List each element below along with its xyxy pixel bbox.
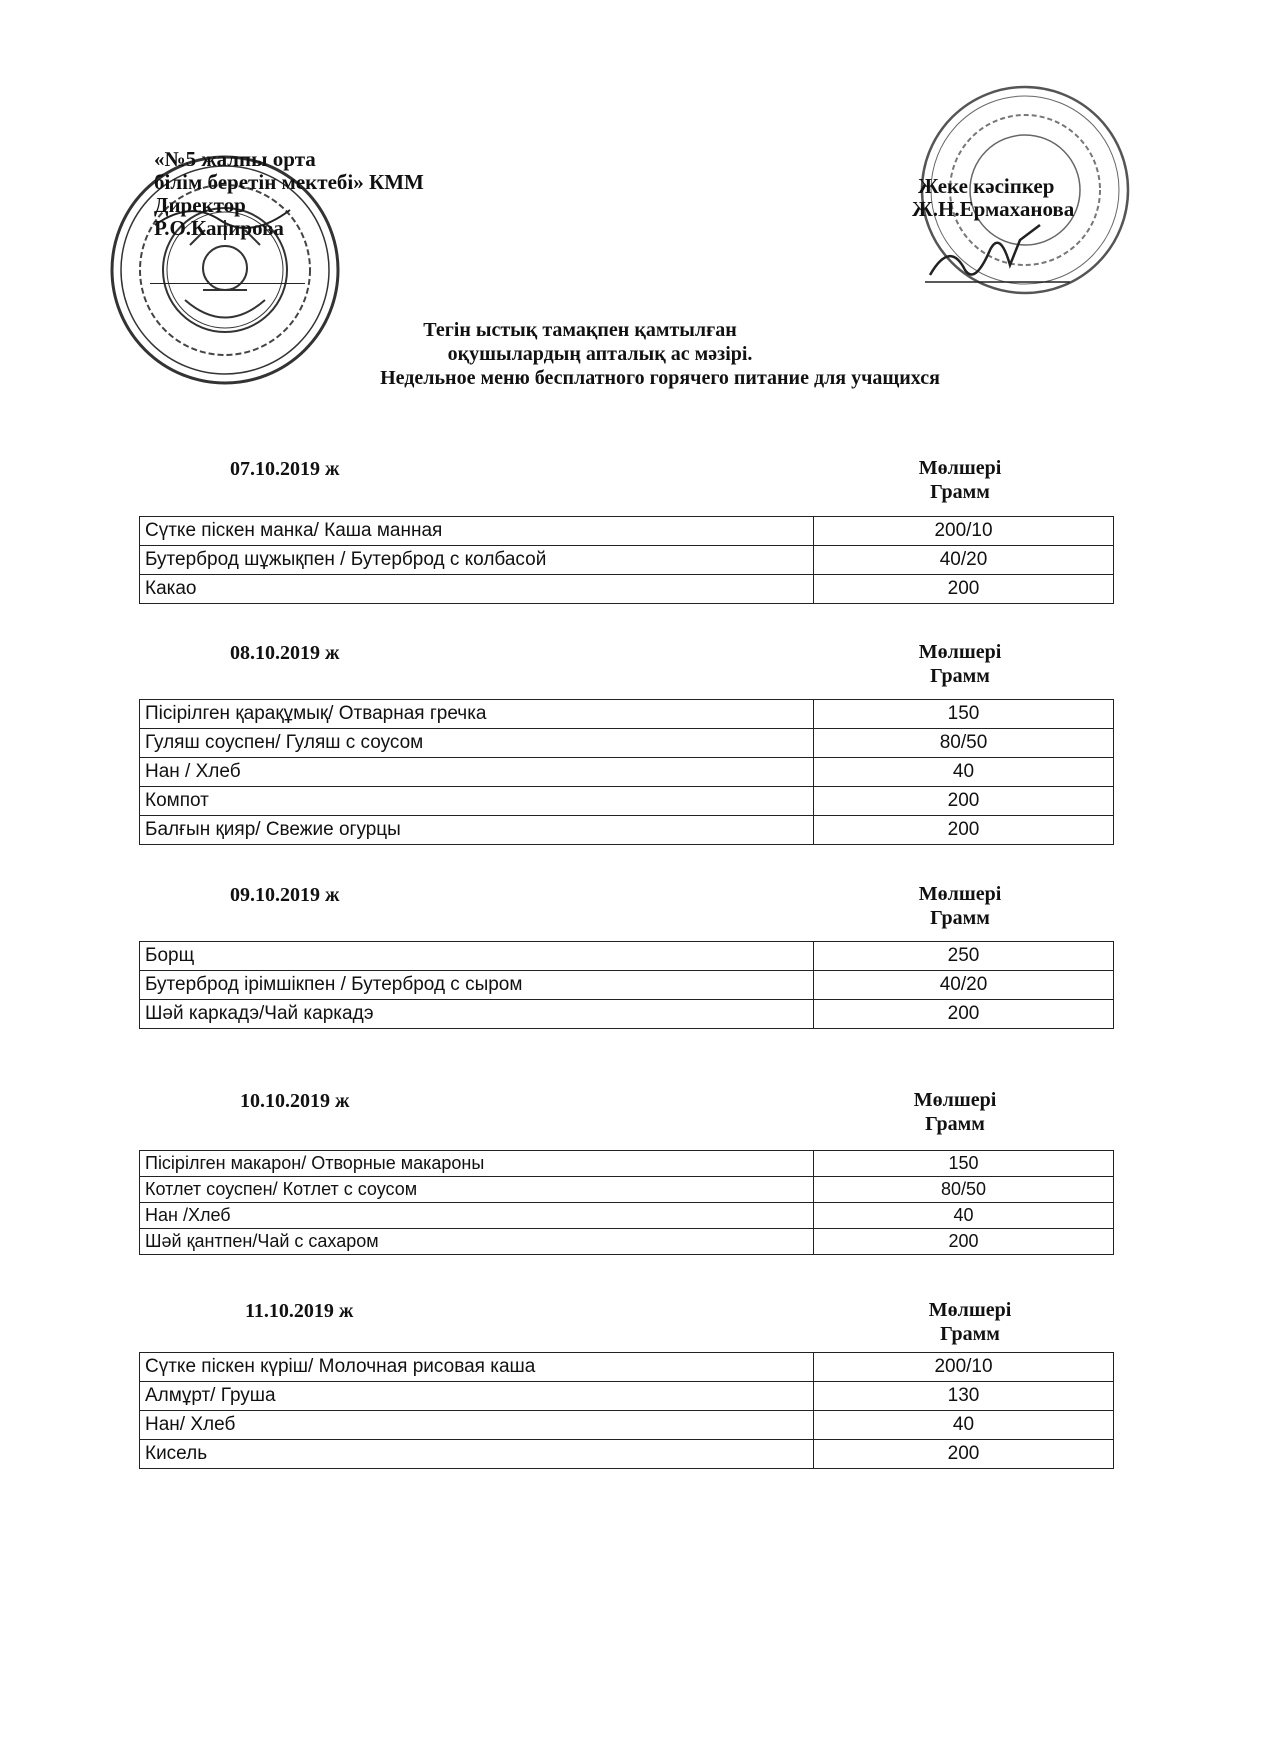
title-line2: оқушылардың апталық ас мәзірі.	[447, 343, 753, 365]
table-row	[140, 816, 1114, 845]
quantity-label: Мөлшері	[918, 641, 1002, 663]
signature-line-left	[150, 283, 305, 284]
dish-name: Нан / Хлеб	[140, 758, 814, 787]
dish-amount: 80/50	[814, 1177, 1114, 1203]
menu-date: 08.10.2019 ж	[230, 642, 340, 664]
table-row	[140, 546, 1114, 575]
dish-name: Компот	[140, 787, 814, 816]
title-line3: Недельное меню бесплатного горячего питание для учащихся	[380, 367, 940, 389]
dish-name: Бутерброд шұжықпен / Бутерброд с колбасой	[140, 546, 814, 575]
dish-amount: 200	[814, 575, 1114, 604]
dish-amount: 40	[814, 1203, 1114, 1229]
dish-amount: 200/10	[814, 1353, 1114, 1382]
unit-label: Грамм	[940, 1323, 1000, 1345]
dish-name: Шәй қантпен/Чай с сахаром	[140, 1229, 814, 1255]
dish-amount: 200/10	[814, 517, 1114, 546]
table-row	[140, 942, 1114, 971]
menu-date: 11.10.2019 ж	[245, 1300, 354, 1322]
entrepreneur-title: Жеке кәсіпкер	[918, 174, 1055, 198]
quantity-label: Мөлшері	[918, 457, 1002, 479]
quantity-header	[900, 640, 1020, 688]
menu-table	[139, 941, 1114, 1029]
dish-amount: 150	[814, 1151, 1114, 1177]
approval-block-right	[912, 175, 1074, 221]
dish-amount: 40/20	[814, 546, 1114, 575]
menu-table	[139, 699, 1114, 845]
unit-label: Грамм	[925, 1113, 985, 1135]
table-row	[140, 1203, 1114, 1229]
table-row	[140, 1440, 1114, 1469]
dish-name: Пісірілген макарон/ Отворные макароны	[140, 1151, 814, 1177]
quantity-header	[910, 1298, 1030, 1346]
table-row	[140, 729, 1114, 758]
dish-name: Гуляш соуспен/ Гуляш с соусом	[140, 729, 814, 758]
dish-amount: 40	[814, 1411, 1114, 1440]
dish-name: Бутерброд ірімшікпен / Бутерброд с сыром	[140, 971, 814, 1000]
approval-block-left	[154, 148, 424, 240]
dish-name: Пісірілген қарақұмық/ Отварная гречка	[140, 700, 814, 729]
dish-amount: 200	[814, 1440, 1114, 1469]
page-title	[200, 318, 1060, 390]
dish-name: Борщ	[140, 942, 814, 971]
school-name-line1: «№5 жалпы орта	[154, 147, 316, 171]
dish-amount: 130	[814, 1382, 1114, 1411]
quantity-label: Мөлшері	[913, 1089, 997, 1111]
dish-name: Кисель	[140, 1440, 814, 1469]
dish-name: Котлет соуспен/ Котлет с соусом	[140, 1177, 814, 1203]
dish-name: Сүтке піскен күріш/ Молочная рисовая каша	[140, 1353, 814, 1382]
quantity-label: Мөлшері	[918, 883, 1002, 905]
dish-amount: 200	[814, 787, 1114, 816]
dish-amount: 150	[814, 700, 1114, 729]
dish-name: Балғын қияр/ Свежие огурцы	[140, 816, 814, 845]
menu-date: 10.10.2019 ж	[240, 1090, 350, 1112]
table-row	[140, 1382, 1114, 1411]
dish-name: Сүтке піскен манка/ Каша манная	[140, 517, 814, 546]
table-row	[140, 1151, 1114, 1177]
title-line1: Тегін ыстық тамақпен қамтылған	[423, 319, 737, 341]
table-row	[140, 971, 1114, 1000]
menu-table	[139, 1150, 1114, 1255]
dish-amount: 40	[814, 758, 1114, 787]
dish-name: Какао	[140, 575, 814, 604]
table-row	[140, 1229, 1114, 1255]
dish-name: Нан /Хлеб	[140, 1203, 814, 1229]
school-name-line2: білім беретін мектебі» КММ	[154, 170, 424, 194]
table-row	[140, 575, 1114, 604]
table-row	[140, 758, 1114, 787]
quantity-header	[900, 456, 1020, 504]
table-row	[140, 1411, 1114, 1440]
dish-name: Нан/ Хлеб	[140, 1411, 814, 1440]
unit-label: Грамм	[930, 665, 990, 687]
dish-amount: 200	[814, 1229, 1114, 1255]
table-row	[140, 517, 1114, 546]
menu-date: 09.10.2019 ж	[230, 884, 340, 906]
dish-name: Шәй каркадэ/Чай каркадэ	[140, 1000, 814, 1029]
menu-table	[139, 1352, 1114, 1469]
quantity-header	[895, 1088, 1015, 1136]
menu-date: 07.10.2019 ж	[230, 458, 340, 480]
dish-amount: 80/50	[814, 729, 1114, 758]
dish-amount: 250	[814, 942, 1114, 971]
table-row	[140, 1353, 1114, 1382]
dish-amount: 200	[814, 816, 1114, 845]
dish-name: Алмұрт/ Груша	[140, 1382, 814, 1411]
quantity-header	[900, 882, 1020, 930]
dish-amount: 200	[814, 1000, 1114, 1029]
unit-label: Грамм	[930, 907, 990, 929]
entrepreneur-name: Ж.Н.Ермаханова	[912, 197, 1075, 221]
table-row	[140, 787, 1114, 816]
table-row	[140, 1000, 1114, 1029]
table-row	[140, 700, 1114, 729]
table-row	[140, 1177, 1114, 1203]
unit-label: Грамм	[930, 481, 990, 503]
signature-right	[920, 220, 1080, 290]
dish-amount: 40/20	[814, 971, 1114, 1000]
director-name: Р.О.Капирова	[154, 216, 284, 240]
menu-table	[139, 516, 1114, 604]
director-title: Директор	[154, 193, 246, 217]
quantity-label: Мөлшері	[928, 1299, 1012, 1321]
